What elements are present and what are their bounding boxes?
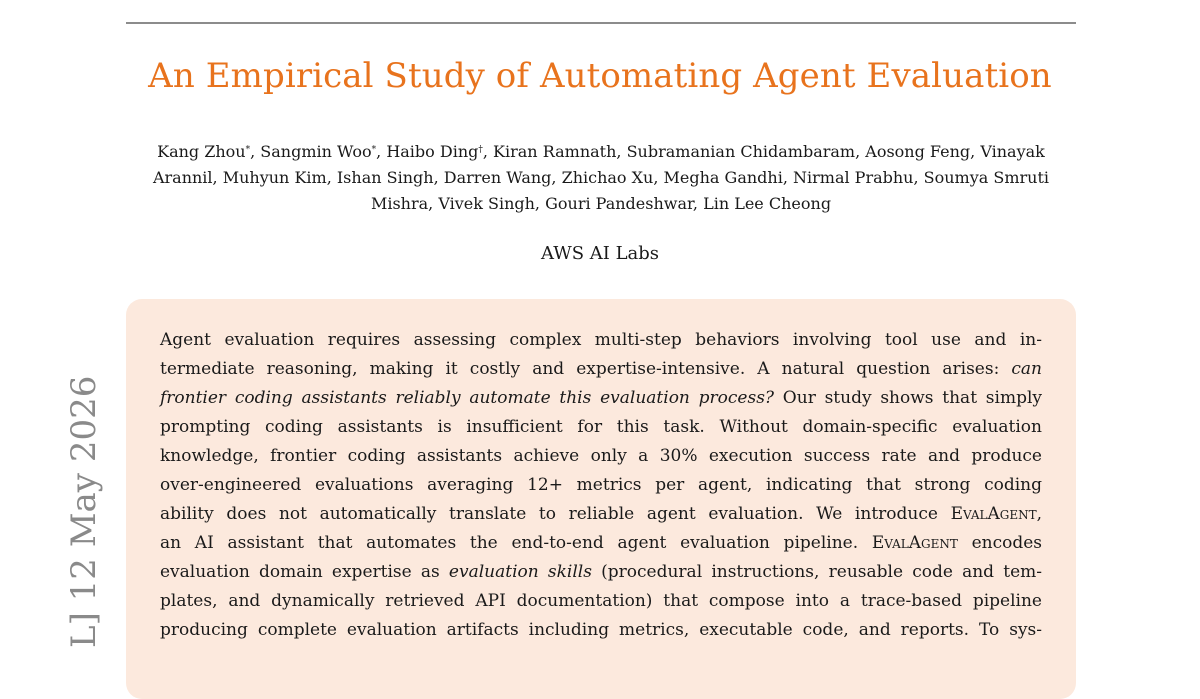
abstract-text-run: over-engineered evaluations averaging 12+ metrics per agent, indicating that strong coding [160, 475, 1042, 495]
author-name: Zhichao Xu [561, 168, 654, 187]
abstract-text-run: evaluation domain expertise as [160, 562, 449, 582]
author-name: Subramanian Chidambaram [626, 142, 856, 161]
abstract-text-run: plates, and dynamically retrieved API documentation) that compose into a trace-based pipeline [160, 591, 1042, 611]
top-rule [126, 22, 1076, 24]
author-name: Aosong Feng [865, 142, 971, 161]
author-mark: † [478, 145, 483, 155]
abstract-line [160, 442, 1042, 471]
author-name: Megha Gandhi [663, 168, 783, 187]
abstract-text-run: knowledge, frontier coding assistants achieve only a 30% execution success rate and produce [160, 446, 1042, 466]
arxiv-side-stamp: L] 12 May 2026 [64, 375, 104, 648]
author-mark: * [371, 145, 377, 155]
author-name: Haibo Ding [386, 142, 479, 161]
abstract-line [160, 558, 1042, 587]
abstract-line [160, 471, 1042, 500]
abstract-line [160, 355, 1042, 384]
abstract-text-run: , [1036, 504, 1042, 524]
abstract-question-text: frontier coding assistants reliably automate this evaluation process? [160, 388, 775, 408]
abstract-text-run: an AI assistant that automates the end-to-end agent evaluation pipeline. [160, 533, 872, 553]
author-name: Soumya Smruti Mishra [370, 168, 1050, 213]
author-name: Sangmin Woo [260, 142, 372, 161]
evalagent-name: EvalAgent [871, 533, 958, 553]
abstract-text-run: encodes [957, 533, 1043, 553]
author-name: Darren Wang [443, 168, 552, 187]
abstract-text-run: (procedural instructions, reusable code and tem- [591, 562, 1042, 582]
author-name: Vivek Singh [438, 194, 535, 213]
abstract-line [160, 413, 1042, 442]
abstract-text-run: Our study shows that simply [774, 388, 1042, 408]
evalagent-name: EvalAgent [950, 504, 1037, 524]
abstract-line [160, 587, 1042, 616]
abstract-text-run: termediate reasoning, making it costly and expertise-intensive. A natural question arises: [160, 359, 1012, 379]
author-name: Nirmal Prabhu [793, 168, 914, 187]
author-name: Muhyun Kim [222, 168, 327, 187]
abstract-line [160, 384, 1042, 413]
author-list: Kang Zhou*, Sangmin Woo*, Haibo Ding†, Kiran Ramnath, Subramanian Chidambaram, Aosong Feng, Vinayak Arannil, Muhyun Kim, Ishan Singh, Darren Wang, Zhichao Xu, Megha Gandhi, Nirmal Prabhu, Soumya Smruti Mishra, Vivek Singh, Gouri Pandeshwar, Lin Lee Cheong [152, 142, 1050, 213]
abstract-line [160, 500, 1042, 529]
abstract-text-run: ability does not automatically translate to reliable agent evaluation. We introduce [160, 504, 951, 524]
evaluation-skills-term: evaluation skills [448, 562, 592, 582]
author-name: Ishan Singh [336, 168, 434, 187]
affiliation: AWS AI Labs [540, 243, 660, 264]
paper-title: An Empirical Study of Automating Agent Evaluation [148, 56, 1052, 96]
abstract-text-run: prompting coding assistants is insufficient for this task. Without domain-specific evaluation [160, 417, 1042, 437]
abstract-text-run: Agent evaluation requires assessing complex multi-step behaviors involving tool use and in- [160, 330, 1042, 350]
author-name: Gouri Pandeshwar [545, 194, 693, 213]
abstract-text [160, 326, 1042, 645]
author-name: Kang Zhou [157, 142, 246, 161]
author-name: Kiran Ramnath [493, 142, 617, 161]
author-name: Lin Lee Cheong [703, 194, 832, 213]
abstract-question-text: can [1011, 359, 1042, 379]
abstract-line [160, 529, 1042, 558]
abstract-text-run: producing complete evaluation artifacts including metrics, executable code, and reports. To sys- [160, 620, 1042, 640]
author-mark: * [245, 145, 251, 155]
author-name: Vinayak Arannil [152, 142, 1045, 187]
abstract-line [160, 326, 1042, 355]
abstract-box [126, 299, 1076, 699]
abstract-line [160, 616, 1042, 645]
